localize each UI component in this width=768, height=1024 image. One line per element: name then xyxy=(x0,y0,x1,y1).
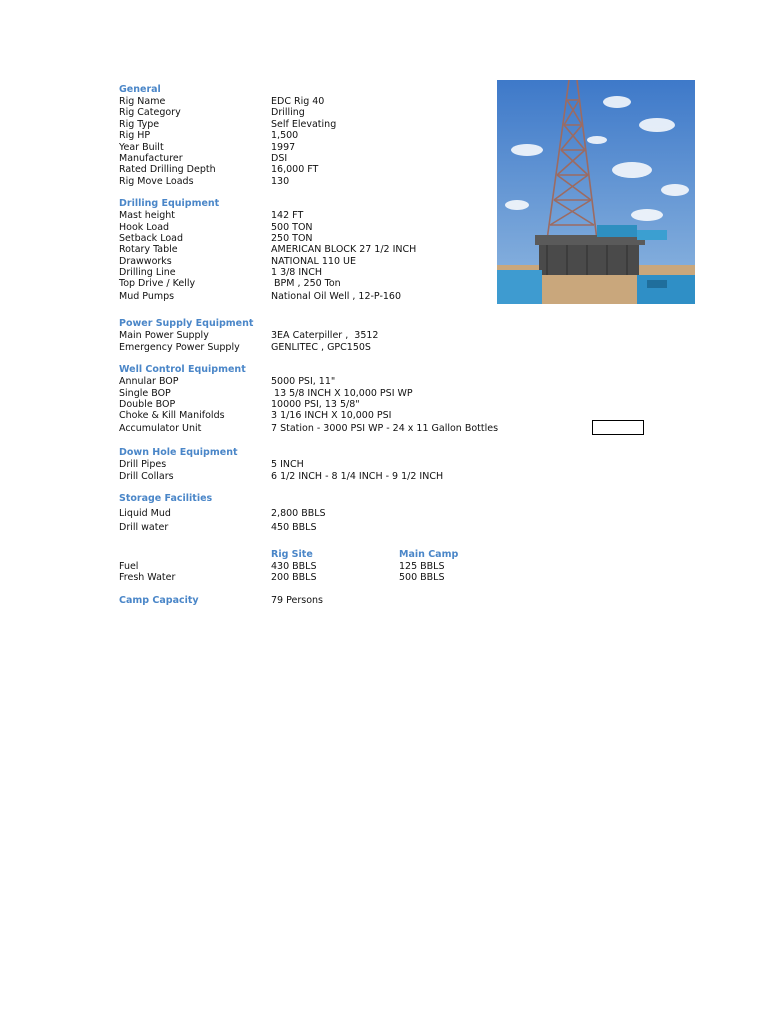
spec-value: Self Elevating xyxy=(271,118,337,130)
column-heading-main-camp: Main Camp xyxy=(399,548,459,560)
spec-value: 5000 PSI, 11" xyxy=(271,376,336,388)
rig-site-value: 430 BBLS xyxy=(271,560,317,572)
spec-label: Rig Move Loads xyxy=(119,175,194,187)
section-heading-camp-capacity: Camp Capacity xyxy=(119,594,199,606)
spec-label: Rig Name xyxy=(119,96,166,107)
column-heading-rig-site: Rig Site xyxy=(271,548,313,560)
camp-capacity-value: 79 Persons xyxy=(271,594,323,606)
section-heading-power: Power Supply Equipment xyxy=(119,318,254,330)
spec-label: Top Drive / Kelly xyxy=(119,278,196,290)
spec-label: Rated Drilling Depth xyxy=(119,164,216,176)
section-down-hole xyxy=(119,447,719,482)
spec-label: Year Built xyxy=(119,141,164,153)
spec-row xyxy=(119,471,719,482)
spec-label: Rig Category xyxy=(119,107,181,119)
spec-label: Mud Pumps xyxy=(119,290,175,302)
sites-header-row xyxy=(119,549,719,561)
spec-label: Hook Load xyxy=(119,221,170,233)
spec-label: Fresh Water xyxy=(119,572,176,584)
spec-value: 3 1/16 INCH X 10,000 PSI xyxy=(271,410,392,422)
section-power-supply xyxy=(119,318,719,353)
rig-photo xyxy=(497,80,695,304)
section-heading-general: General xyxy=(119,84,161,95)
spec-value: DSI xyxy=(271,152,288,164)
spec-value: 3EA Caterpiller , 3512 xyxy=(271,330,379,342)
spec-label: Setback Load xyxy=(119,232,183,244)
spec-label: Drill Pipes xyxy=(119,459,167,471)
spec-row xyxy=(119,399,719,410)
spec-value: GENLITEC , GPC150S xyxy=(271,341,371,353)
spec-value: 500 TON xyxy=(271,221,313,233)
section-camp-capacity xyxy=(119,595,719,607)
spec-row xyxy=(119,330,719,341)
spec-value: 130 xyxy=(271,175,290,187)
spec-label: Rotary Table xyxy=(119,244,178,256)
section-heading-well-control: Well Control Equipment xyxy=(119,364,246,376)
section-heading-down-hole: Down Hole Equipment xyxy=(119,447,238,459)
spec-value: 6 1/2 INCH - 8 1/4 INCH - 9 1/2 INCH xyxy=(271,470,444,482)
spec-row xyxy=(119,459,719,470)
spec-label: Choke & Kill Manifolds xyxy=(119,410,225,422)
spec-label: Rig HP xyxy=(119,130,151,142)
spec-label: Emergency Power Supply xyxy=(119,341,240,353)
spec-value: BPM , 250 Ton xyxy=(271,278,341,290)
spec-row xyxy=(119,572,719,583)
empty-cell-box xyxy=(592,420,644,435)
spec-value: 1,500 xyxy=(271,130,299,142)
section-sites xyxy=(119,549,719,584)
section-heading-drilling: Drilling Equipment xyxy=(119,198,220,210)
spec-value: 5 INCH xyxy=(271,459,304,471)
section-storage xyxy=(119,493,719,536)
spec-label: Accumulator Unit xyxy=(119,422,202,434)
spec-label: Drill Collars xyxy=(119,470,174,482)
spec-row xyxy=(119,521,719,536)
spec-value: 450 BBLS xyxy=(271,522,317,534)
spec-row xyxy=(119,342,719,353)
spec-value: NATIONAL 110 UE xyxy=(271,255,356,267)
spec-label: Fuel xyxy=(119,560,139,572)
spec-label: Drilling Line xyxy=(119,267,176,279)
spec-value: 13 5/8 INCH X 10,000 PSI WP xyxy=(271,387,413,399)
spec-value: 7 Station - 3000 PSI WP - 24 x 11 Gallon Bottles xyxy=(271,422,499,434)
spec-value: 16,000 FT xyxy=(271,164,319,176)
spec-label: Mast height xyxy=(119,210,175,222)
spec-value: 1 3/8 INCH xyxy=(271,267,323,279)
spec-label: Drill water xyxy=(119,522,169,534)
spec-row xyxy=(119,561,719,572)
main-camp-value: 125 BBLS xyxy=(399,560,445,572)
spec-value: National Oil Well , 12-P-160 xyxy=(271,290,401,302)
spec-label: Liquid Mud xyxy=(119,507,171,519)
spec-label: Double BOP xyxy=(119,398,176,410)
section-heading-storage: Storage Facilities xyxy=(119,492,213,504)
spec-row xyxy=(119,388,719,399)
spec-value: 1997 xyxy=(271,141,296,153)
spec-label: Annular BOP xyxy=(119,376,179,388)
spec-value: 2,800 BBLS xyxy=(271,507,326,519)
spec-value: Drilling xyxy=(271,107,305,119)
spec-value: EDC Rig 40 xyxy=(271,96,325,107)
camp-capacity-row xyxy=(119,595,719,607)
spec-value: 250 TON xyxy=(271,232,313,244)
spec-label: Drawworks xyxy=(119,255,172,267)
spec-row xyxy=(119,507,719,522)
main-camp-value: 500 BBLS xyxy=(399,572,445,584)
spec-value: 142 FT xyxy=(271,210,304,222)
spec-row xyxy=(119,376,719,387)
spec-value: AMERICAN BLOCK 27 1/2 INCH xyxy=(271,244,417,256)
spec-label: Main Power Supply xyxy=(119,330,209,342)
spec-label: Rig Type xyxy=(119,118,160,130)
spec-label: Single BOP xyxy=(119,387,171,399)
spec-label: Manufacturer xyxy=(119,152,183,164)
rig-site-value: 200 BBLS xyxy=(271,572,317,584)
spec-value: 10000 PSI, 13 5/8" xyxy=(271,398,360,410)
